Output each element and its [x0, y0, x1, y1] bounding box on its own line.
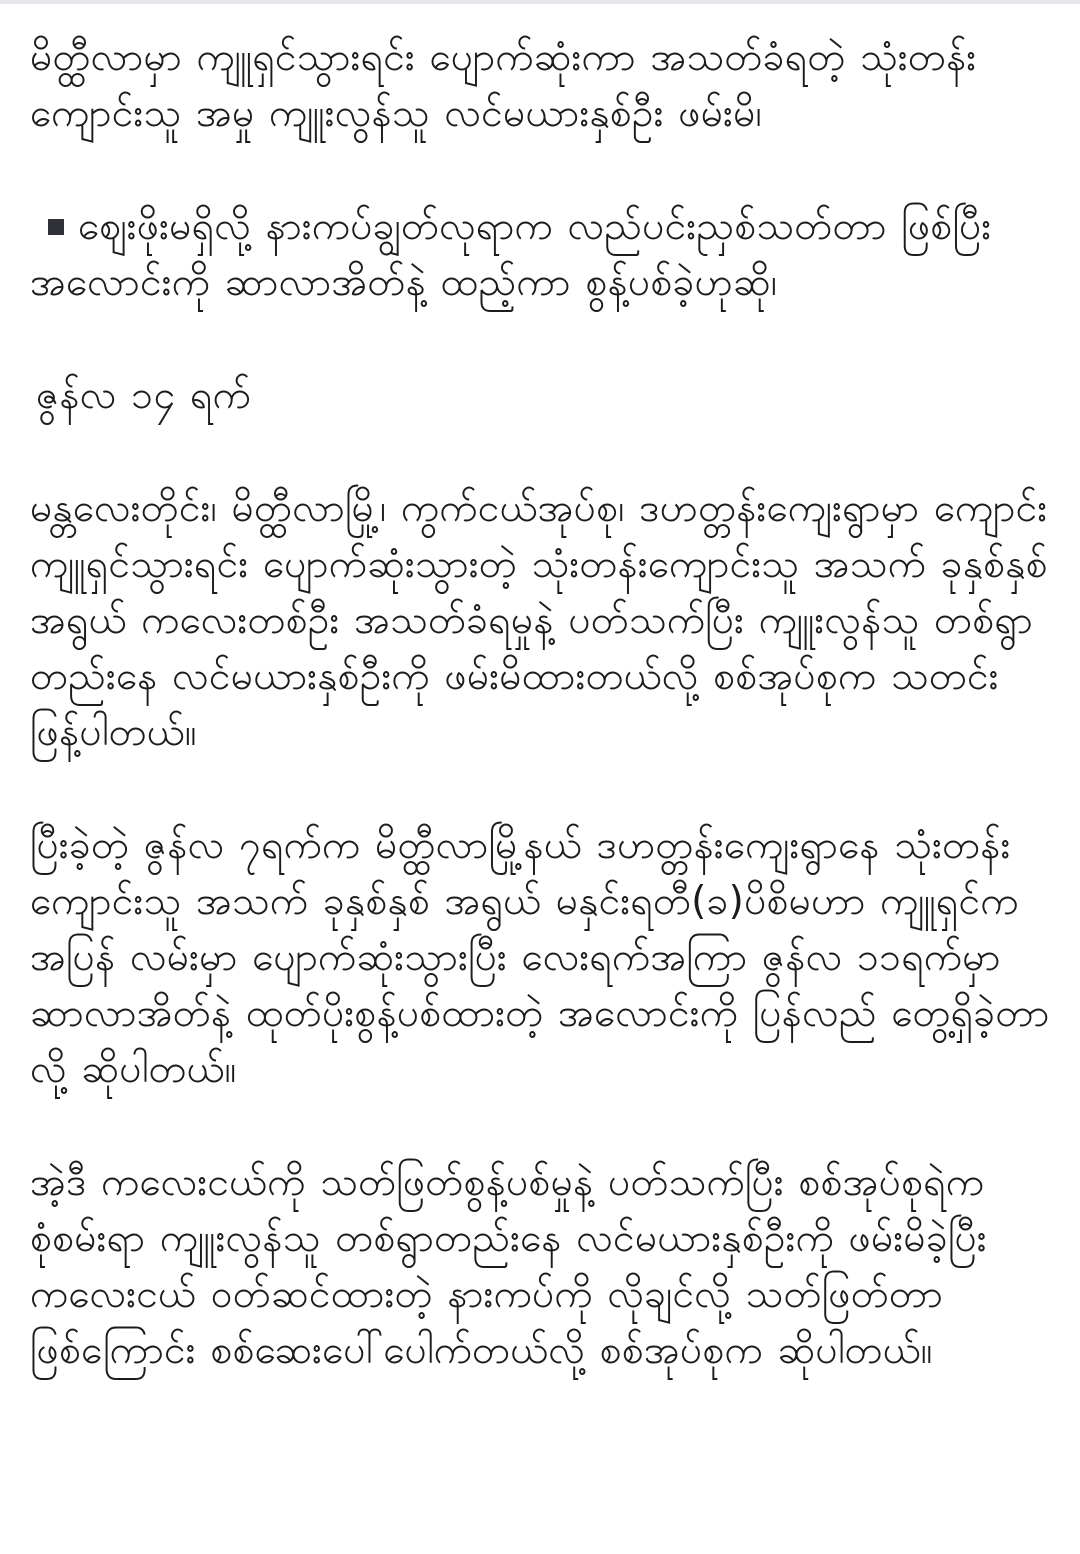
post-summary-text: ဈေးဖိုးမရှိလို့ နားကပ်ချွတ်လုရာက လည်ပင်းညှစ်သတ်တာ ဖြစ်ပြီး အလောင်းကို ဆာလာအိတ်နဲ့ ထည့်ကာ စွန့်ပစ်ခဲ့ဟုဆို၊: [30, 204, 992, 305]
black-square-bullet-icon: [48, 219, 64, 235]
post-body: [30, 30, 1050, 1436]
post-headline: မိတ္ထီလာမှာ ကျူရှင်သွားရင်း ပျောက်ဆုံးကာ အသတ်ခံရတဲ့ သုံးတန်းကျောင်းသူ အမှု ကျူးလွန်သူ လင်မယားနှစ်ဦး ဖမ်းမိ၊: [30, 35, 977, 136]
post-paragraph-2: ပြီးခဲ့တဲ့ ဇွန်လ ၇ရက်က မိတ္ထီလာမြို့နယ် ဒဟတ္တန်းကျေးရွာနေ သုံးတန်းကျောင်းသူ အသက် ခုနှစ်နှစ် အရွယ် မနှင်းရတီ(ခ)ပိစိမဟာ ကျူရှင်က အပြန် လမ်းမှာ ပျောက်ဆုံးသွားပြီး လေးရက်အကြာ ဇွန်လ ၁၁ရက်မှာ ဆာလာအိတ်နဲ့ ထုတ်ပိုးစွန့်ပစ်ထားတဲ့ အလောင်းကို ပြန်လည် တွေ့ရှိခဲ့တာလို့ ဆိုပါတယ်။: [30, 823, 1050, 1092]
post-paragraph-1: မန္တလေးတိုင်း၊ မိတ္ထီလာမြို့၊ ကွက်ငယ်အုပ်စု၊ ဒဟတ္တန်းကျေးရွာမှာ ကျောင်းကျူရှင်သွားရင်း ပျောက်ဆုံးသွားတဲ့ သုံးတန်းကျောင်းသူ အသက် ခုနှစ်နှစ်အရွယ် ကလေးတစ်ဦး အသတ်ခံရမှုနဲ့ ပတ်သက်ပြီး ကျူးလွန်သူ တစ်ရွာတည်းနေ လင်မယားနှစ်ဦးကို ဖမ်းမိထားတယ်လို့ စစ်အုပ်စုက သတင်း ဖြန့်ပါတယ်။: [30, 486, 1048, 755]
top-divider: [0, 0, 1080, 4]
post-summary: [30, 199, 1050, 311]
post-date: ဇွန်လ ၁၄ ရက်: [36, 373, 251, 418]
post-paragraph-3: အဲ့ဒီ ကလေးငယ်ကို သတ်ဖြတ်စွန့်ပစ်မှုနဲ့ ပတ်သက်ပြီး စစ်အုပ်စုရဲက စုံစမ်းရာ ကျူးလွန်သူ တစ်ရွာတည်းနေ လင်မယားနှစ်ဦးကို ဖမ်းမိခဲ့ပြီး ကလေးငယ် ဝတ်ဆင်ထားတဲ့ နားကပ်ကို လိုချင်လို့ သတ်ဖြတ်တာ ဖြစ်ကြောင်း စစ်ဆေးပေါ်ပေါက်တယ်လို့ စစ်အုပ်စုက ဆိုပါတယ်။: [30, 1160, 987, 1373]
